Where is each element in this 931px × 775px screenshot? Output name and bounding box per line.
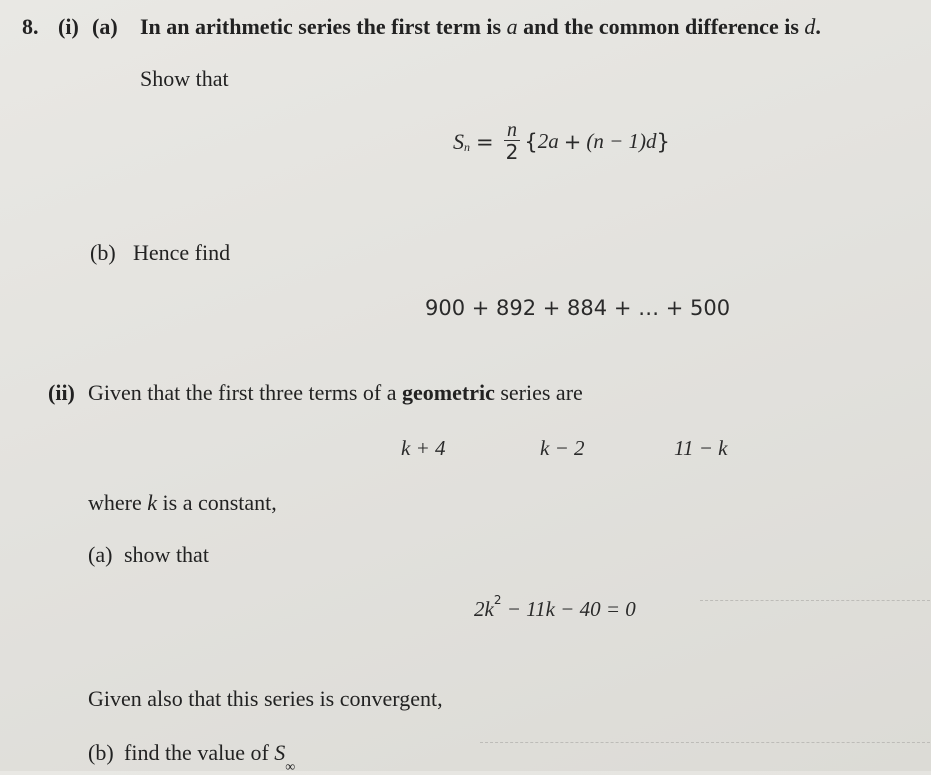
quadratic-power: 2 bbox=[493, 593, 502, 607]
faint-rule-2 bbox=[480, 742, 930, 743]
part-ii-b-label: (b) bbox=[88, 740, 114, 765]
question-number: 8. bbox=[22, 14, 39, 39]
quadratic-coef: 2k bbox=[474, 597, 494, 621]
formula-fraction bbox=[504, 120, 521, 163]
part-ii-a-label: (a) bbox=[88, 542, 113, 567]
formula-S: S bbox=[453, 128, 464, 154]
part-ii-b-text bbox=[124, 740, 296, 775]
formula-sub-n: n bbox=[464, 140, 470, 154]
infinity-sub: ∞ bbox=[285, 760, 296, 775]
formula-plus: + bbox=[563, 129, 582, 154]
quadratic-rest: − 11k − 40 = 0 bbox=[501, 597, 636, 621]
quadratic-equation bbox=[474, 593, 636, 622]
formula-equals: = bbox=[476, 129, 494, 154]
part-ii-statement bbox=[88, 380, 583, 406]
where-k: k bbox=[147, 490, 158, 515]
term-2-text: k − 2 bbox=[540, 436, 585, 460]
statement-text-3: and the common difference is bbox=[517, 14, 805, 39]
part-i-a-label: (a) bbox=[92, 14, 118, 39]
part-ii-a-text: show that bbox=[124, 542, 209, 567]
given-also-text: Given also that this series is convergent, bbox=[88, 686, 443, 711]
where-text-2: is a constant, bbox=[157, 490, 277, 515]
s-infinity: S bbox=[274, 740, 286, 765]
part-ii-geometric: geometric bbox=[402, 380, 495, 405]
show-that-text: Show that bbox=[140, 66, 229, 91]
term-3 bbox=[674, 436, 727, 461]
fraction-numerator: n bbox=[506, 119, 517, 141]
where-text-1: where bbox=[88, 490, 148, 515]
term-1 bbox=[401, 436, 446, 461]
part-ii-text-1: Given that the first three terms of a bbox=[88, 380, 403, 405]
term-2 bbox=[540, 436, 585, 461]
find-value-text: find the value of bbox=[124, 740, 275, 765]
part-i-a-statement bbox=[140, 14, 821, 40]
formula-n-minus-1: (n − 1) bbox=[586, 129, 646, 153]
where-k-text bbox=[88, 490, 277, 516]
formula-brace-close: } bbox=[656, 129, 670, 154]
statement-arithmetic: arithmetic bbox=[195, 14, 293, 39]
term-1-text: k + 4 bbox=[401, 436, 446, 460]
part-ii-text-2: series are bbox=[494, 380, 583, 405]
part-ii-label: (ii) bbox=[48, 380, 75, 405]
faint-rule-1 bbox=[700, 600, 930, 601]
formula-2a: 2a bbox=[537, 129, 559, 153]
part-i-label: (i) bbox=[58, 14, 79, 39]
term-3-text: 11 − k bbox=[674, 436, 728, 460]
sum-formula bbox=[453, 120, 670, 163]
part-i-b-label: (b) bbox=[90, 240, 116, 265]
var-d: d bbox=[804, 14, 816, 39]
series-sum: 900 + 892 + 884 + … + 500 bbox=[425, 296, 731, 320]
statement-text-1: In an bbox=[140, 14, 196, 39]
formula-d: d bbox=[646, 129, 657, 153]
formula-brace-open: { bbox=[524, 129, 538, 154]
statement-text-2: series the first term is bbox=[292, 14, 507, 39]
hence-find-text: Hence find bbox=[133, 240, 231, 265]
var-a: a bbox=[506, 14, 518, 39]
statement-text-4: . bbox=[815, 14, 821, 39]
fraction-denominator: 2 bbox=[505, 140, 519, 164]
